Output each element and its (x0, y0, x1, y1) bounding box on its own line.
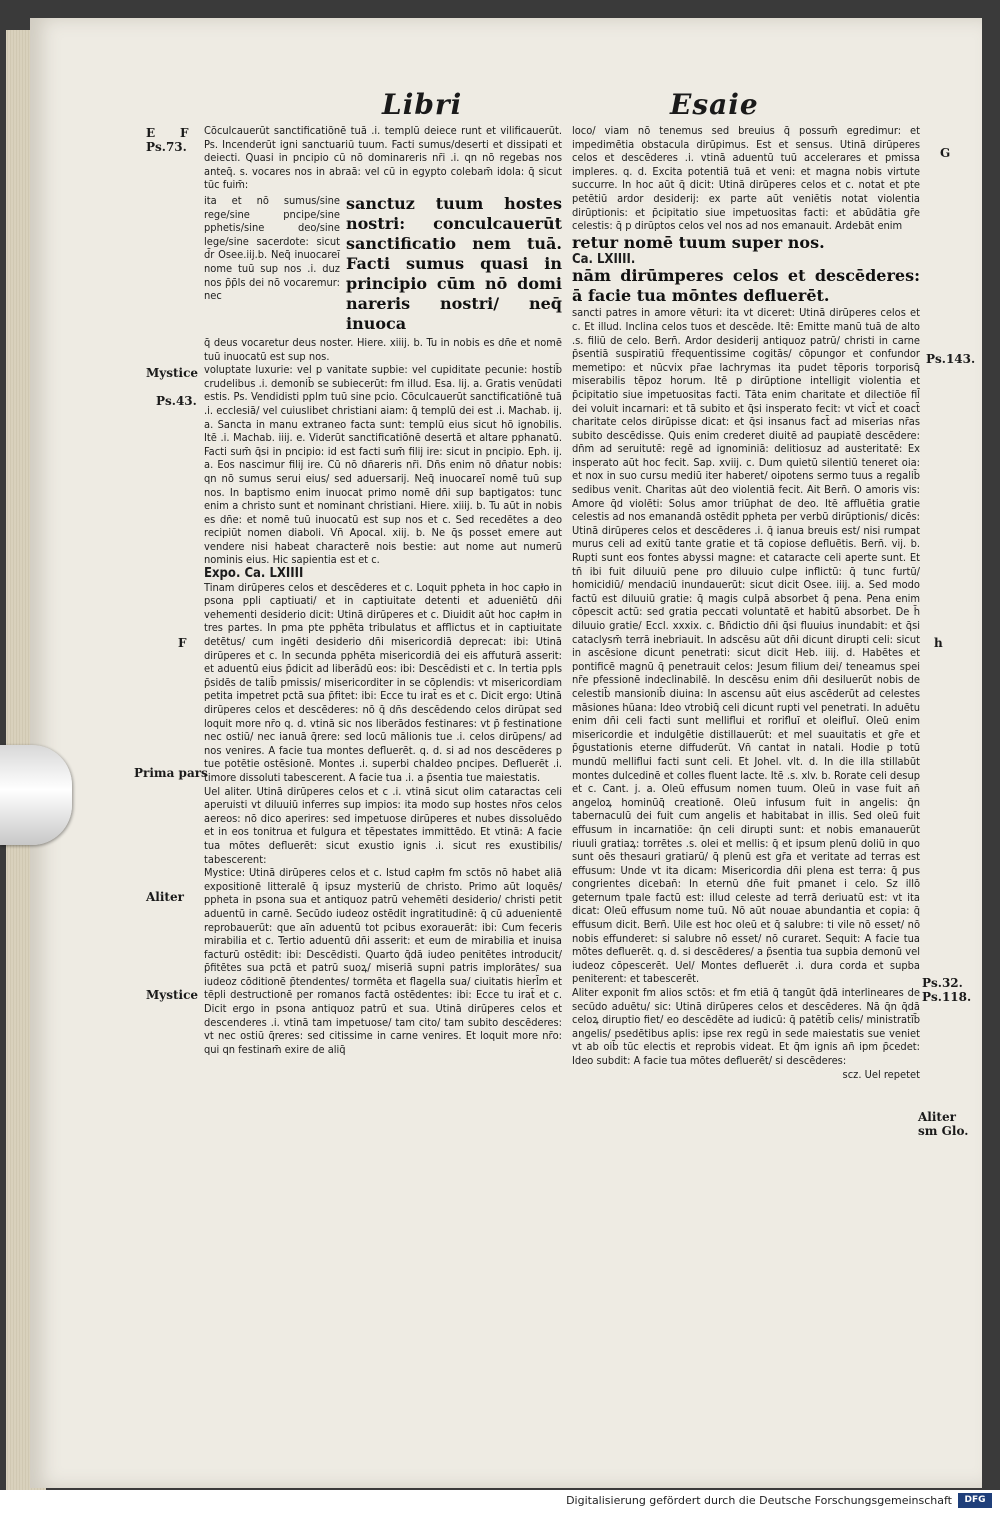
right-body-1: sancti patres in amore vēturi: ita vt diceret: Utinā dirūperes celos et c. Et illud. Inclina celos tuos et descēde. Itē: Emitte manū tuā de alto .s. filiū de celo. Bern̄. Ardor desiderij antiquoz patrū/ christi in carne p̄sentiā suspiratiū fr̄equentissime cogitās/ cōpungor et confundor memetipo: et nūcvix pr̄ae lachrymas ita pudet tēporis torporisq̄ miserabilis tēpoz horum. Itē p dirūptione intelligit violentia et p̄cipitatio siue impetuositas facti. Tāta enim charitate et dilectiōe fil̄ dei voluit incarnari: et tā subito et q̄si insperato fecit: vt vict̄ et coact̄ charitate celos dirūpisse dicat: et q̄si insanus fact̄ ad miserias nr̄as subito descēdisse. Quis enim crederet diuitē ad paupiatē descēdere: dn̄m ad seruitutē: regē ad ignominiā: delitiosuz ad austeritatē: Ex insperato aūt hoc fecit. Sap. xviij. c. Dum quietū silentiū teneret oia: et nox in suo cursu mediū iter haberet/ oipotens sermo tuus a regalib̄ sedibus venit. Charitas aūt deo violentiā fecit. Ait Bern̄. O amoris vis: Amore q̄d violēti: Solus amor triūphat de deo. Itē affluētia gratie celestis ad nos emanandā ostēdit ppheta per verbū dirūptionis/ dicēs: Utinā dirūperes celos et descēderes .i. q̄ ianua breuis est/ nisi rumpat murus celi ad exitū tante gratie et tā copiose defluētis. Bern̄. vij. b. Rupti sunt eos fontes abyssi magne: et cataracte celi aperte sunt. Et tn̄ ibi fuit diluuiū pene pro diluuio culpe inflictū: q̄ tunc furtū/ homicidiū/ mendaciū inundauerūt: sicut dicit Osee. iiij. a. Sed modo factū est diluuiū gratie: q̄ magis culpā absorbet q̄ pena. Pena enim cōpescit actū: sed gratia peccati voluntatē et habitū absorbet. De h̄ diluuio gratie/ Eccl. xxxix. c. Bn̄dictio dn̄i q̄si fluuius inundabit: et q̄si cataclysm̄ terrā inebriauit. In adscēsu aūt dn̄i dicunt dirupti celi: sicut in ascēsione dicunt penetrati: sicut dicit Heb. iiij. d. Habētes et pontificē magnū q̄ penetrauit celos: Jesum filium dei/ teneamus spei nr̄e pfessionē indeclinabilē. In descēsu enim dn̄i desiluerūt nobis de celestib̄ mansionib̄ diuina: In ascensu aūt eius ascēderūt ad celestes māsiones hūana: Ideo vtrobiq̄ celi dicunt rupti vel penetrati. In aduētu enim dn̄i celi facti sunt melliflui et rorifluī et oleifluī. Oleū enim misericordie et indulgētie distillauerūt: et mel suauitatis et gr̄e et p̄gustationis eterne diffuderūt. Vn̄ cantat in natali. Hodie p totū mundū melliflui facti sunt celi. Et Johel. vlt. d. In die illa stillabūt montes dulcedinē et colles fluent lacte. Itē .s. xlv. b. Rorate celi desup et c. Cant. j. a. Oleū effusum nomen tuum. Oleū in vase fuit an̄ angeloꝝ hominūq̄ creationē. Oleū infusum fuit in angelis: q̄n tabernaculū dei fuit cum angelis et habitabat in illis. Sed oleū fuit effusum in incarnatiōe: q̄n celi dirupti sunt: et nobis emanauerūt riuuli gratiaꝝ: torrētes .s. olei et mellis: q̄ et ipsum plenū doliū in quo sunt oēs thesauri gratiarū/ q̄ plenū est gr̄a et veritate ad terras est effusum: Unde vt ita dicam: Misericordia dn̄i plena est terra: q̄ ꝑus congrientes diceban̄: In eternū dn̄e fuit pmanet i celo. Sz illō geternum tpale factū est: illud celeste ad terrā deriuatū est: vt ita dicat: Oleū effusum nome tuū. Nō aūt nouae abundantia et copia: q̄ effusum dicit. Bern̄. Uile est hoc oleū et q̄ salubre: ti vile nō esset/ nō nobis effunderet: si salubre nō esset/ nō curaret. Sequit: A facie tua mōtes defluerēt. q. d. si descēderes/ a p̄sentia tua supbia demonū vel iudeoz cōpescerēt. Uel/ Montes defluerēt .i. dura corda et supba peniterent: et tabescerēt. (572, 306, 920, 986)
margin-note: Ps.32. (922, 976, 963, 990)
left-column (204, 124, 562, 1056)
footer (0, 1490, 1000, 1513)
left-body-3: Tinam dirūperes celos et descēderes et c. Loquit ppheta in hoc capło in psona ppli captiuati/ et in captiuitate detenti et adueniētū dn̄i vehementi desiderio dicit: Utinā dirūperes et c. Diuidit aūt hoc capłm in tres partes. In pma pte pphēta tribulatus et afflictus et in captiuitate detētus/ cum ingēti desiderio dn̄i misericordiā deprecat: ibi: Utinā dirūperes et c. In secunda pphēta misericordiā dei eis affuturā asserit: et aduentū eius p̄dicit ad liberādū eos: ibi: Descēdisti et c. In tertia ppls p̄sidēs de talib̄ pmissis/ misericorditer in se cōplendis: vt misericordiam petita impetret pctā sua p̄fitet: ibi: Ecce tu irat̄ es et c. Dicit ergo: Utinā dirūperes celos et descēderes: nō q̄ dn̄s descēdendo celos dirūpat sed loquit more nr̄o q. d. vtinā sic nos liberādos festinares: vt p̄ festinatione nec ostiū/ nec ianuā q̄rere: sed locū mālionis tue .i. celos dirūpens/ ad nos venires. A facie tua montes defluerēt. q. d. si ad nos descēderes p tue potētie ostēsionē. Montes .i. superbi chaldeo pncipes. Defluerēt .i. timore dissoluti tabescerent. A facie tua .i. a p̄sentia tue maiestatis. (204, 580, 562, 784)
right-intro: loco/ viam nō tenemus sed breuius q̄ possum̄ egredimur: et impedimētia obstacula dirūpimus. Est et sensus. Utinā dirūperes celos et descēderes .i. vtinā aduentū tuū accelerares et pmissa impleres. q. d. Excita potentiā tuā et veni: et magna nobis virtute succurre. In hoc aūt q̄ dicit: Utinā dirūperes celos et c. notat et pte petētiū ardor desiderij: ex parte aūt veniētis notat violentia dirūptionis: et p̄cipitatio siue impetuositas facti: et abūdātia gr̄e celestis: q̄ p dirūptos celos vel nos ad nos emanauit. Ardebāt enim (572, 124, 920, 233)
left-side-text: ita et nō sumus/sine rege/sine pncipe/sine pphetis/sine deo/sine lege/sine sacerdote: sicut d̄r Osee.iij.b. Neq̄ inuocareī nome tuū sup nos .i. duz nos p̄p̄ls dei nō vocaremur: nec (204, 193, 340, 303)
running-head-right: Esaie (670, 88, 759, 121)
margin-note: Ps.143. (926, 352, 976, 366)
margin-note: F (180, 126, 189, 140)
left-main-text: sanctuz tuum hostes nostri: conculcauerūt sanctificatio nem tuā. Facti sumus quasi in principio cūm nō domi nareris nostri/ neq̄ inuoca (346, 193, 562, 333)
catchword: scz. Uel repetet (842, 1067, 920, 1081)
dfg-logo-icon: DFG (958, 1493, 992, 1508)
margin-note: E (146, 126, 156, 140)
margin-note: Mystice (146, 988, 199, 1002)
margin-note: Ps.73. (146, 140, 187, 154)
footer-credit: Digitalisierung gefördert durch die Deutsche Forschungsgemeinschaft (566, 1494, 952, 1507)
margin-note: Aliter (146, 890, 184, 904)
margin-note: Ps.118. (922, 990, 972, 1004)
left-inset (204, 194, 562, 334)
left-body-5: Mystice: Utinā dirūperes celos et c. Istud capłm fm sctōs nō habet aliā expositionē litteralē q̄ ipsuz mysteriū de christo. Primo aūt loquēs/ ppheta in psona sua et antiquoz patrū vehemēti desiderio/ christi petit aduentū in carnē. Secūdo iudeoz ostēdit ingratitudinē: q̄ cū aduenientē reprobauerūt: que aīn aduentū tot pcibus exorauerāt: ibi: Cum feceris mirabilia et c. Tertio aduentū dn̄i asserit: et eum de mirabilia et inuisa facturū ostēdit: ibi: Descēdisti. Quarto q̄dā iudeo penitētes introducit/ p̄fitētes sua pctā et patrū suoꝝ/ miseriā supni patris implorātes/ sua iudeoz cōditionē p̄tendentes/ tormēta et flagella sua/ ciuitatis hierl̄m et tēpli destructionē per romanos factā ostēdentes: ibi: Ecce tu irat̄ et c. Dicit ergo in psona antiquoz patrū et sua. Utinā dirūperes celos et descenderes .i. vtinā tam impetuose/ tam cito/ tam subito descēderes: vt nec ostiū q̄reres: sed citissime in carne venires. Et loquit more nr̄o: qui qn festinam̄ exire de aliq̄ (204, 866, 562, 1056)
left-body-2: voluptate luxurie: vel p vanitate supbie: vel cupiditate pecunie: hostib̄ crudelibus .i. demonib̄ se subiecerūt: fm illud. Esa. lij. a. Gratis venūdati estis. Ps. Vendidisti pplm tuū sine pcio. Cōculcauerūt sanctificatiōnē tuā .i. ecclesiā/ vel cuiuslibet christiani aiam: q̄ templū dei est .i. Machab. ij. a. Sancta in manu extraneo facta sunt: templū eius sicut hō ignobilis. Itē .i. Machab. iiij. e. Viderūt sanctificatiōnē desertā et altare pphanatū. Facti sum̄ q̄si in pncipio: id est facti sum̄ filij ire: sicut in pncipio. Eph. ij. a. Eos nascimur filij ire. Cū nō dn̄areris nr̄i. Dn̄s enim nō dn̄atur nobis: qn nō sumus serui eius/ sed aduersarij. Neq̄ inuocareī nomē tuū sup nos. In baptismo enim inuocat primo nomē dn̄i sup baptigatos: tunc enim a christo sunt et nominant christiani. Hiere. xiiij. b. Tu aūt in nobis es dn̄e: et nomē tuū inuocatū est sup nos et c. Sed recedētes a deo recipiūt nomen diaboli. Vn̄ Apocal. xiij. b. Ne q̄s posset emere aut vendere nisi habeat characterē nois bestie: aut nome aut numerū nominis eius. Hic sapientia est et c. (204, 363, 562, 567)
chapter-heading: Ca. LXIIII. (572, 251, 636, 267)
page-clip (0, 745, 72, 845)
right-main-text: retur nomē tuum super nos. (572, 232, 825, 252)
left-intro: Cōculcauerūt sanctificatiōnē tuā .i. templū deiece runt et vilificauerūt. Ps. Incenderūt igni sanctuariū tuum. Facti sumus/deserti et dissipati et deiecti. Quasi in pncipio cū nō dominareris nr̄i .i. qn nō regebas nos anteq̄. s. vocares nos in abraā: vel cū in egypto colebam̄ idola: q̄ sicut tūc fuim̄: (204, 124, 562, 192)
margin-note: G (940, 146, 951, 160)
margin-note: F (178, 636, 187, 650)
right-column (572, 124, 920, 1081)
right-main-text-2: nām dirūmperes celos et descēderes: ā facie tua mōntes defluerēt. (572, 266, 920, 306)
margin-note: h (934, 636, 943, 650)
right-body-2: Aliter exponit fm alios sctōs: et fm etiā q̄ tangūt q̄dā interlineares de secūdo aduētu/ sic: Utinā dirūperes celos et descēderes. Nā q̄n q̄dā celoꝝ diruptio fiet/ eo descēdēte ad iudicū: q̄ patētib̄ celis/ ministratīb̄ angelis/ psedētibus aplis: ipse rex regū in sede maiestatis sue veniet vt ab oib̄ tūc electis et reprobis videat. Et q̄m ignis añ ipm p̄cedet: Ideo subdit: A facie tua mōtes defluerēt/ si descēderes: (572, 986, 920, 1067)
margin-note: Mystice (146, 366, 199, 380)
running-head-left: Libri (382, 88, 463, 121)
margin-note: Ps.43. (156, 394, 197, 408)
margin-note: Aliter sm Glo. (918, 1110, 969, 1138)
expo-heading: Expo. Ca. LXIIII (204, 566, 304, 582)
left-body-4: Uel aliter. Utinā dirūperes celos et c .i. vtinā sicut olim cataractas celi aperuisti vt diluuiū inferres sup impios: ita modo sup hostes nr̄os celos aereos: nō dico aperires: sed impetuose dirūperes et nubes dissoluēdo et in eos tonitrua et fulgura et tēpestates immittēdo. Et vtinā: A facie tua mōtes defluerēt: sicut exustio ignis .i. sicut res exustibilis/ tabescerent: (204, 784, 562, 866)
left-body-1: q̄ deus vocaretur deus noster. Hiere. xiiij. b. Tu in nobis es dn̄e et nomē tuū inuocatū est sup nos. (204, 335, 562, 363)
margin-note: Prima pars (134, 766, 208, 780)
